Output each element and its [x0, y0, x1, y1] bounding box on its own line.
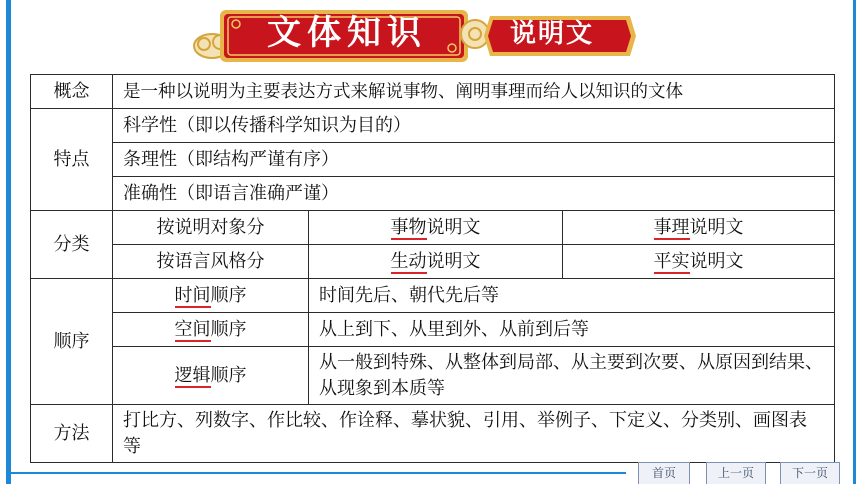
keyword-suffix: 说明文 — [689, 216, 744, 238]
methods-value: 打比方、列数字、作比较、作诠释、摹状貌、引用、举例子、下定义、分类别、画图表等 — [113, 405, 835, 463]
concept-value: 是一种以说明为主要表达方式来解说事物、阐明事理而给人以知识的文体 — [113, 75, 835, 109]
underlined-keyword: 平实 — [653, 250, 690, 272]
classification-type — [563, 211, 835, 245]
frame-bottom-border — [6, 472, 626, 474]
order-description: 从一般到特殊、从整体到局部、从主要到次要、从原因到结果、从现象到本质等 — [309, 347, 835, 405]
order-type — [113, 279, 309, 313]
table-row-feature — [31, 177, 835, 211]
table-row-feature — [31, 109, 835, 143]
keyword-suffix: 顺序 — [210, 364, 247, 386]
feature-item: 科学性（即以传播科学知识为目的） — [113, 109, 835, 143]
underlined-keyword: 空间 — [174, 318, 211, 340]
keyword-suffix: 顺序 — [210, 284, 247, 306]
table-row-methods — [31, 405, 835, 463]
underlined-keyword: 事理 — [653, 216, 690, 238]
table-row-order — [31, 347, 835, 405]
keyword-suffix: 说明文 — [426, 250, 481, 272]
classification-basis: 按语言风格分 — [113, 245, 309, 279]
underlined-keyword: 时间 — [174, 284, 211, 306]
underlined-keyword: 生动 — [390, 250, 427, 272]
keyword-suffix: 顺序 — [210, 318, 247, 340]
order-description: 时间先后、朝代先后等 — [309, 279, 835, 313]
classification-type — [309, 245, 563, 279]
previous-page-button[interactable]: 上一页 — [706, 462, 766, 484]
classification-basis: 按说明对象分 — [113, 211, 309, 245]
frame-left-border — [6, 0, 11, 484]
keyword-suffix: 说明文 — [689, 250, 744, 272]
table-row-classification — [31, 245, 835, 279]
feature-item: 条理性（即结构严谨有序） — [113, 143, 835, 177]
row-header-order: 顺序 — [31, 279, 113, 405]
knowledge-table — [30, 74, 835, 463]
table-row-classification — [31, 211, 835, 245]
classification-type — [309, 211, 563, 245]
table-row-concept — [31, 75, 835, 109]
order-description: 从上到下、从里到外、从前到后等 — [309, 313, 835, 347]
underlined-keyword: 事物 — [390, 216, 427, 238]
classification-type — [563, 245, 835, 279]
feature-item: 准确性（即语言准确严谨） — [113, 177, 835, 211]
row-header-classification: 分类 — [31, 211, 113, 279]
home-page-button[interactable]: 首页 — [638, 462, 690, 484]
row-header-features: 特点 — [31, 109, 113, 211]
table-row-feature — [31, 143, 835, 177]
row-header-concept: 概念 — [31, 75, 113, 109]
underlined-keyword: 逻辑 — [174, 364, 211, 386]
page-subtitle: 说明文 — [509, 19, 594, 49]
table-row-order — [31, 313, 835, 347]
page-title: 文体知识 — [267, 13, 427, 53]
next-page-button[interactable]: 下一页 — [780, 462, 840, 484]
order-type — [113, 347, 309, 405]
frame-right-border — [853, 0, 856, 484]
table-row-order — [31, 279, 835, 313]
keyword-suffix: 说明文 — [426, 216, 481, 238]
row-header-methods: 方法 — [31, 405, 113, 463]
order-type — [113, 313, 309, 347]
